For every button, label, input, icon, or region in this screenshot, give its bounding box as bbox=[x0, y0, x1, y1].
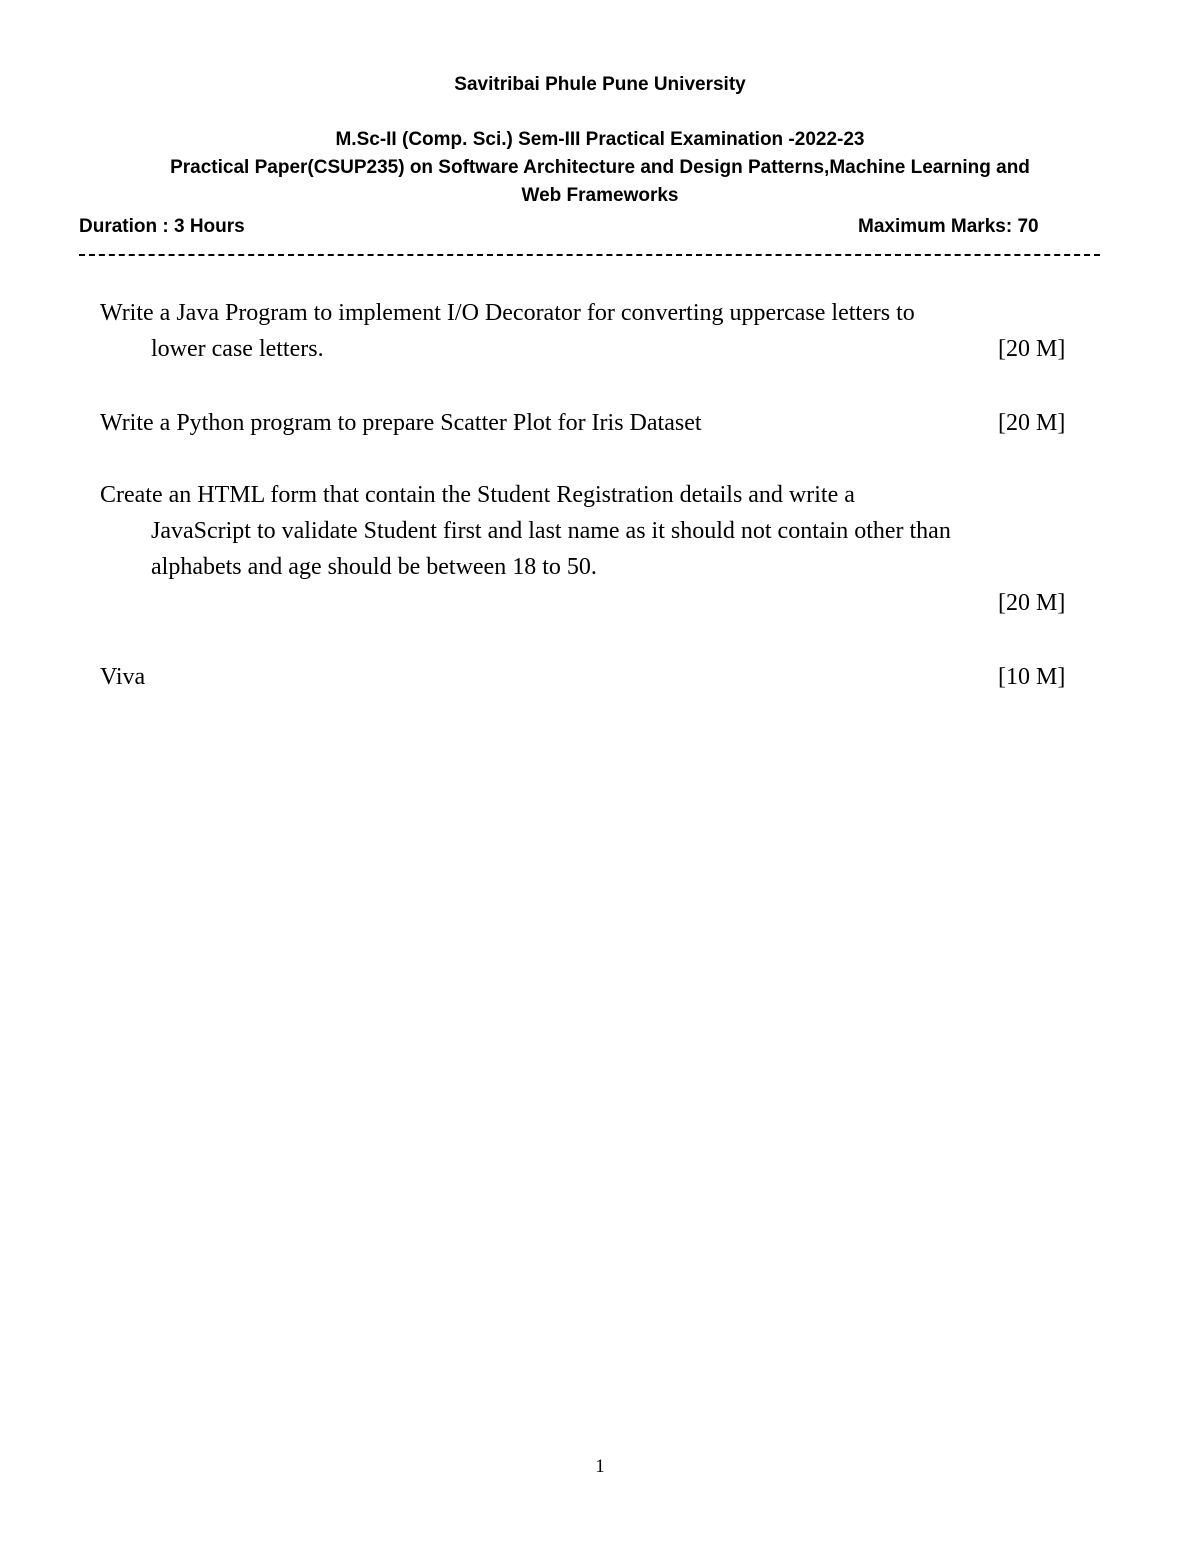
maximum-marks: Maximum Marks: 70 bbox=[858, 216, 1039, 237]
viva-label: Viva bbox=[100, 664, 146, 690]
paper-title-line-1: Practical Paper(CSUP235) on Software Architecture and Design Patterns,Machine Learning and bbox=[170, 157, 1030, 178]
question-1-line-2: lower case letters. bbox=[151, 336, 324, 362]
page-number: 1 bbox=[595, 1456, 605, 1477]
viva-marks: [10 M] bbox=[998, 664, 1066, 690]
duration: Duration : 3 Hours bbox=[79, 216, 245, 237]
question-3-line-1: Create an HTML form that contain the Student Registration details and write a bbox=[100, 482, 855, 508]
question-2-marks: [20 M] bbox=[998, 410, 1066, 436]
question-3-line-2: JavaScript to validate Student first and last name as it should not contain other than bbox=[151, 518, 951, 544]
question-3-marks: [20 M] bbox=[998, 590, 1066, 616]
question-1-line-1: Write a Java Program to implement I/O Decorator for converting uppercase letters to bbox=[100, 300, 915, 326]
header-divider bbox=[79, 254, 1100, 256]
question-2-line-1: Write a Python program to prepare Scatter Plot for Iris Dataset bbox=[100, 410, 702, 436]
paper-title-line-2: Web Frameworks bbox=[521, 185, 679, 206]
exam-title: M.Sc-II (Comp. Sci.) Sem-III Practical Examination -2022-23 bbox=[335, 129, 865, 150]
university-name: Savitribai Phule Pune University bbox=[454, 74, 746, 95]
question-3-line-3: alphabets and age should be between 18 to 50. bbox=[151, 554, 597, 580]
question-1-marks: [20 M] bbox=[998, 336, 1066, 362]
